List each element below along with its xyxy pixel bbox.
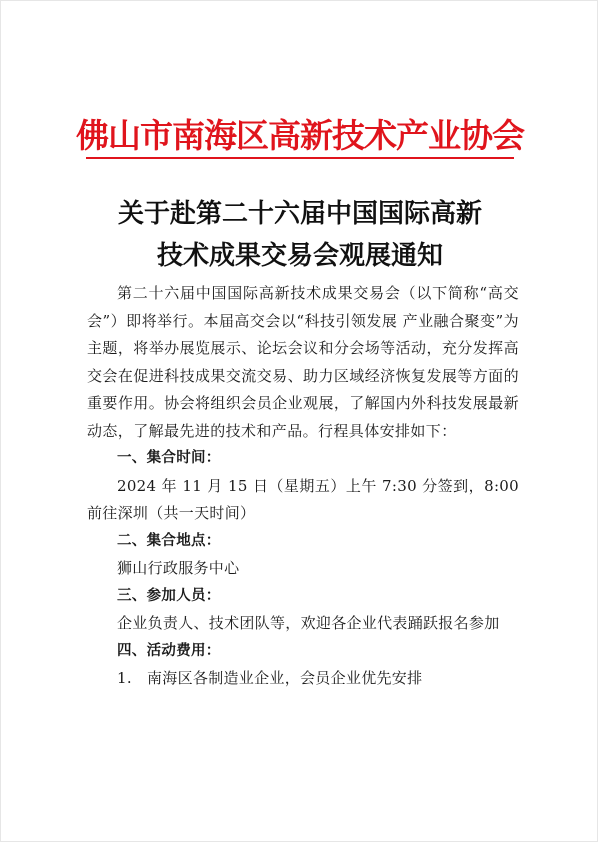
section-heading-participants: 三、参加人员： (117, 587, 221, 604)
document-body (87, 280, 519, 693)
section-heading-location: 二、集合地点： (117, 532, 221, 549)
section-text-participants: 企业负责人、技术团队等，欢迎各企业代表踊跃报名参加 (117, 614, 500, 632)
list-item-number: 1. (117, 669, 132, 687)
org-name-header: 佛山市南海区高新技术产业协会 (76, 116, 524, 155)
intro-paragraph: 第二十六届中国国际高新技术成果交易会（以下简称“高交会”）即将举行。本届高交会以“科技引领发展 产业融合聚变”为主题，将举办展览展示、论坛会议和分会场等活动，充分发挥高交会在促进科技成果交流交易、助力区域经济恢复发展等方面的重要作用。协会将组织会员企业观展，了解国内外科技发展最新动态，了解最先进的技术和产品。行程具体安排如下： (87, 284, 519, 440)
list-item (87, 665, 519, 693)
notice-title-line-2: 技术成果交易会观展通知 (156, 241, 443, 271)
section-text-time: 2024 年 11 月 15 日（星期五）上午 7:30 分签到，8:00 前往深圳（共一天时间） (87, 476, 519, 522)
section-heading-time: 一、集合时间： (117, 450, 221, 466)
list-item-text: 南海区各制造业企业，会员企业优先安排 (147, 669, 423, 687)
red-header-rule (86, 157, 514, 159)
section-text-location: 狮山行政服务中心 (117, 559, 240, 577)
section-heading-fees: 四、活动费用： (117, 642, 221, 659)
notice-title-line-1: 关于赴第二十六届中国国际高新 (117, 199, 482, 229)
